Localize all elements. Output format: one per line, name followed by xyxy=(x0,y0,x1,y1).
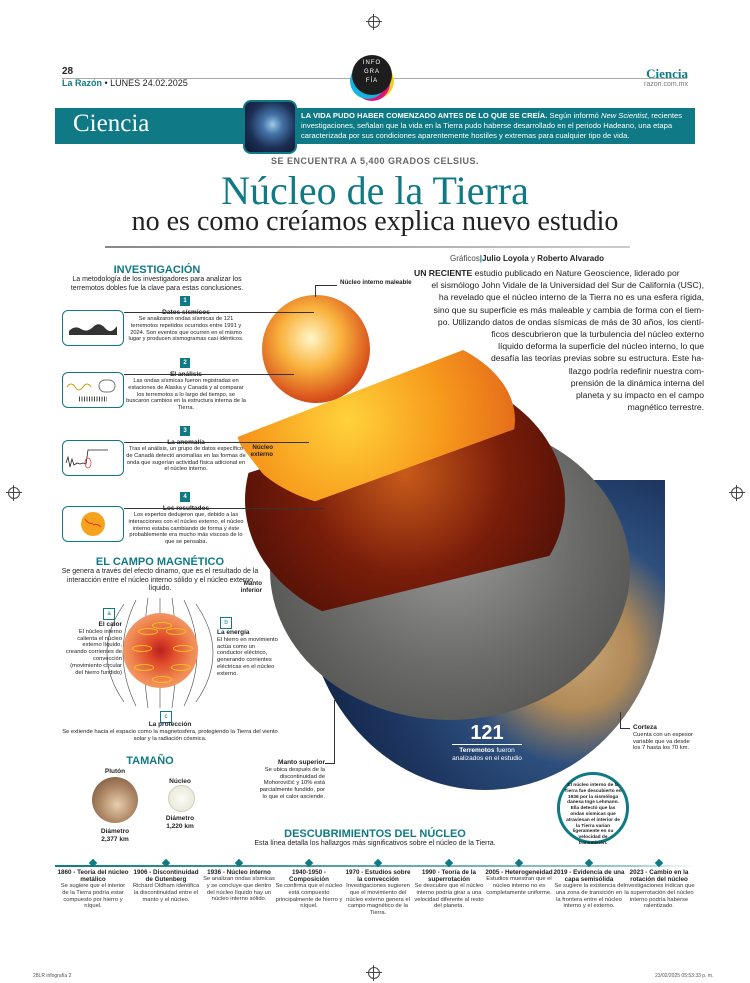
timeline-item-text: Investigaciones sugieren que el movimiento del núcleo externo genera el campo magnético de la Tierra. xyxy=(346,883,410,917)
diamond-icon xyxy=(515,859,523,867)
step-number: 1 xyxy=(180,296,190,306)
site-url: razon.com.mx xyxy=(644,81,688,88)
timeline-item-text: Se sugiere la existencia de una zona de transición en la frontera entre el núcleo interno y el externo. xyxy=(554,883,624,910)
badge-line: FÍA xyxy=(365,78,379,84)
credits-label: Gráficos xyxy=(450,254,480,263)
badge-line: GRA xyxy=(363,69,380,75)
timeline-item-text: Se confirma que el núcleo está compuesto principalmente de hierro y níquel. xyxy=(275,883,343,910)
magnetic-energy xyxy=(217,630,279,678)
body-line: prensión de la dinámica interna del xyxy=(570,377,704,388)
count-label-bold: Terremotos xyxy=(459,747,495,754)
diamond-icon xyxy=(445,859,453,867)
crust-title: Corteza xyxy=(633,724,657,731)
investigation-subtitle: La metodología de los investigadores para analizar los terremotos dobles fue la clave para estas conclusiones. xyxy=(70,276,244,292)
page-number: 28 xyxy=(62,66,74,77)
lead-in: UN RECIENTE xyxy=(414,268,473,278)
step-number: 4 xyxy=(180,492,190,502)
timeline-item xyxy=(203,860,275,903)
timeline-item-text: Estudios muestran que el núcleo interno no es completamente uniforme. xyxy=(486,876,552,896)
protection-title: La protección xyxy=(148,721,192,728)
label-lower-mantle: Manto inferior xyxy=(240,580,262,594)
timeline-item xyxy=(130,860,202,903)
step-number: 3 xyxy=(180,426,190,436)
step-text: Tras el análisis, un grupo de datos específico de Canadá detectó anomalías en las formas de onda que sugerían actividad física adicional en el núcleo interno. xyxy=(126,446,246,473)
timeline-item-title: 1940-1950 - Composición xyxy=(289,869,329,883)
protection-text: Se extiende hacia el espacio como la magnetosfera, protegiendo la Tierra del viento solar y la radiación cósmica. xyxy=(62,728,278,742)
body-line: ficos descubrieron que la turbulencia del núcleo externo xyxy=(491,329,704,340)
seismic-data-icon xyxy=(62,310,124,346)
title-divider xyxy=(105,246,630,248)
upper-mantle-title: Manto superior xyxy=(278,759,325,766)
timeline-item-text: Investigaciones indican que la superrotación del núcleo interno podría haberse ralentizado. xyxy=(623,883,695,910)
credit-author: Roberto Alvarado xyxy=(537,254,604,263)
heat-title: El calor xyxy=(98,621,122,628)
credit-joiner: y xyxy=(528,254,538,263)
issue-date: LUNES 24.02.2025 xyxy=(110,78,188,88)
brand-name: La Razón xyxy=(62,78,103,88)
banner-brief xyxy=(301,111,691,141)
crust-text: Cuenta con un espesor variable que va desde los 7 hasta los 70 km. xyxy=(633,731,693,752)
section-banner xyxy=(55,108,695,144)
body-line: líquido deforma la superficie del núcleo interno, lo que xyxy=(498,341,704,352)
diameter-label: Diámetro xyxy=(100,828,130,835)
step-text: Se analizaron ondas sísmicas de 121 terremotos repetidos ocurridos entre 1991 y 2024. Son eventos que ocurren en el mismo lugar y producen sismogramas casi idénticos. xyxy=(128,316,244,343)
diameter-label: Diámetro xyxy=(165,815,195,822)
kicker: SE ENCUENTRA A 5,400 GRADOS CELSIUS. xyxy=(270,156,480,166)
brief-text: , recientes investigaciones, señalan que la vida en la Tierra pudo haberse desarrollado en el periodo Hadeano, una etapa caracterizada por sus condiciones aparentemente hostiles y extremas para cualquier tipo de vida. xyxy=(301,111,683,140)
label-outer-core: Núcleo externo xyxy=(250,444,273,458)
diamond-icon xyxy=(162,859,170,867)
badge-line: INFO xyxy=(362,60,382,66)
timeline-item-title: 1906 - Discontinuidad de Gutenberg xyxy=(133,869,199,883)
diamond-icon xyxy=(585,859,593,867)
credit-author: Julio Loyola xyxy=(482,254,529,263)
magnetic-protection xyxy=(60,722,280,742)
timeline-item xyxy=(57,860,129,910)
tag-a: a xyxy=(103,608,115,620)
deforming-core-icon xyxy=(62,506,124,542)
timeline-item-title: 1860 - Teoría del núcleo metálico xyxy=(57,869,129,883)
timeline-item xyxy=(483,860,555,896)
timeline-item-title: 2023 - Cambio en la rotación del núcleo xyxy=(629,869,689,883)
diameter-value: 1,220 km xyxy=(166,822,194,830)
label-inner-core: Núcleo interno maleable xyxy=(340,279,412,286)
timeline-item-text: Se analizan ondas sísmicas y se concluye que dentro del núcleo líquido hay un núcleo interno sólido. xyxy=(203,876,275,903)
page-title: Núcleo de la Tierra xyxy=(221,168,529,213)
count-number: 121 xyxy=(452,722,522,745)
timeline-item-title: 2019 - Evidencia de una capa semisólida xyxy=(553,869,625,883)
step-text: Los expertos dedujeron que, debido a las interacciones con el núcleo externo, el núcleo interno estaba cambiando de forma y éste probablemente era mucho más viscoso de lo que se pensaba. xyxy=(128,512,244,546)
diamond-icon xyxy=(89,859,97,867)
magnetic-field-subtitle: Se genera a través del efecto dinamo, que es el resultado de la interacción entre el núcleo interno sólido y el núcleo externo líquido. xyxy=(61,568,259,592)
tag-b: b xyxy=(220,617,232,629)
energy-title: La energía xyxy=(217,629,250,636)
timeline-item xyxy=(413,860,485,910)
seismogram-anomaly-icon xyxy=(62,440,124,476)
graphics-credits: Gráficos|Julio Loyola y Roberto Alvarado xyxy=(450,254,604,263)
timeline-item xyxy=(553,860,625,910)
step-number: 2 xyxy=(180,358,190,368)
body-line: estudio publicado en Nature Geoscience, liderado por xyxy=(472,268,680,278)
size-title: TAMAÑO xyxy=(126,755,174,767)
diamond-icon xyxy=(374,859,382,867)
diamond-icon xyxy=(235,859,243,867)
body-line: po. Utilizando datos de ondas sísmicas de más de 30 años, los cientí- xyxy=(437,316,704,327)
waveform-analysis-icon xyxy=(62,372,124,408)
timeline-item xyxy=(623,860,695,910)
masthead: La Razón • LUNES 24.02.2025 xyxy=(62,78,188,88)
diamond-icon xyxy=(305,859,313,867)
crust-callout xyxy=(633,725,695,752)
tag-c: c xyxy=(160,711,172,723)
core-size-image xyxy=(168,785,195,812)
registration-mark-icon xyxy=(731,487,743,499)
body-line: magnético terrestre. xyxy=(627,402,704,413)
brief-headline: LA VIDA PUDO HABER COMENZADO ANTES DE LO QUE SE CREÍA. xyxy=(301,111,548,120)
diameter-value: 2,377 km xyxy=(101,835,129,843)
registration-mark-icon xyxy=(8,487,20,499)
pluto-image xyxy=(92,777,138,823)
infografia-badge xyxy=(352,55,392,95)
timeline-item-title: 1970 - Estudios sobre la convección xyxy=(345,869,411,883)
step-text: Las ondas sísmicas fueron registradas en estaciones de Alaska y Canadá y al comparar los terremotos a lo largo del tiempo, se buscaron cambios en la estructura interna de la Tierra. xyxy=(126,378,246,412)
count-label: fueron analizados en el estudio xyxy=(452,747,522,762)
body-line: desafía las teorías previas sobre su estructura. Este ha- xyxy=(490,353,704,364)
timeline-item-title: 1990 - Teoría de la superrotación xyxy=(421,869,477,883)
timeline-item-text: Se sugiere que el interior de la Tierra podría estar compuesto por hierro y níquel. xyxy=(60,883,126,910)
section-name: Ciencia xyxy=(646,66,688,81)
body-line: llazgo podría redefinir nuestra com- xyxy=(568,365,704,376)
earthquake-count xyxy=(452,722,522,763)
body-line: sino que su superficie es más maleable y cambia de forma con el tiem- xyxy=(433,304,704,315)
page-subtitle: no es como creíamos explica nuevo estudio xyxy=(131,206,619,237)
file-slug: 28LR infografía 2 xyxy=(33,973,72,979)
timeline-item-title: 2005 - Heterogeneidad xyxy=(485,869,553,876)
banner-section-title: Ciencia xyxy=(73,110,150,137)
upper-mantle-callout xyxy=(255,760,325,801)
timeline-subtitle: Esta línea detalla los hallazgos más significativos sobre el núcleo de la Tierra. xyxy=(254,840,496,847)
body-line: el sismólogo John Vidale de la Universidad del Sur de California (USC), xyxy=(431,280,704,291)
investigation-title: INVESTIGACIÓN xyxy=(113,264,201,276)
magnetic-field-title: EL CAMPO MAGNÉTICO xyxy=(95,556,225,568)
heat-text: El núcleo interno calienta el núcleo externo líquido, creando corrientes de convección (movimiento circular del hierro fundido) xyxy=(65,628,122,676)
print-timestamp: 23/02/2025 05:53:33 p. m. xyxy=(655,973,714,979)
body-line: planeta y su impacto en el campo xyxy=(575,390,704,401)
timeline-item-title: 1936 - Núcleo interno xyxy=(207,869,271,876)
brief-text: Según informó xyxy=(547,111,601,120)
brief-source: New Scientist xyxy=(601,111,648,120)
energy-text: El hierro en movimiento actúa como un conductor eléctrico, generando corrientes eléctricas en el núcleo externo. xyxy=(217,636,278,677)
timeline-title: DESCUBRIMIENTOS DEL NÚCLEO xyxy=(284,828,466,840)
dna-earth-thumbnail xyxy=(243,100,297,154)
upper-mantle-text: Se ubica después de la discontinuidad de Mohorovičić y 10% está parcialmente fundido, por lo que el calor asciende. xyxy=(259,766,325,800)
registration-mark-icon xyxy=(368,16,380,28)
magnetic-heat xyxy=(64,622,122,676)
body-line: ha revelado que el núcleo interno de la Tierra no es una esfera rígida, xyxy=(438,292,704,303)
registration-mark-icon xyxy=(368,967,380,979)
timeline-item xyxy=(342,860,414,917)
timeline-item-text: Richard Oldham identifica la discontinuidad entre el manto y el núcleo. xyxy=(132,883,200,903)
timeline-item-text: Se descubre que el núcleo interno podría girar a una velocidad diferente al resto del planeta. xyxy=(414,883,484,910)
diamond-icon xyxy=(655,859,663,867)
lehmann-note: El núcleo interno de la Tierra fue descubierto en 1936 por la sismóloga danesa Inge Lehmann. Ella detectó que las ondas sísmicas que atraviesan el interior de la Tierra varían ligeramente en su velocidad de transmisión. xyxy=(557,772,629,844)
timeline-item xyxy=(273,860,345,910)
pluto-label: Plutón xyxy=(104,768,126,775)
core-label: Núcleo xyxy=(169,778,191,785)
